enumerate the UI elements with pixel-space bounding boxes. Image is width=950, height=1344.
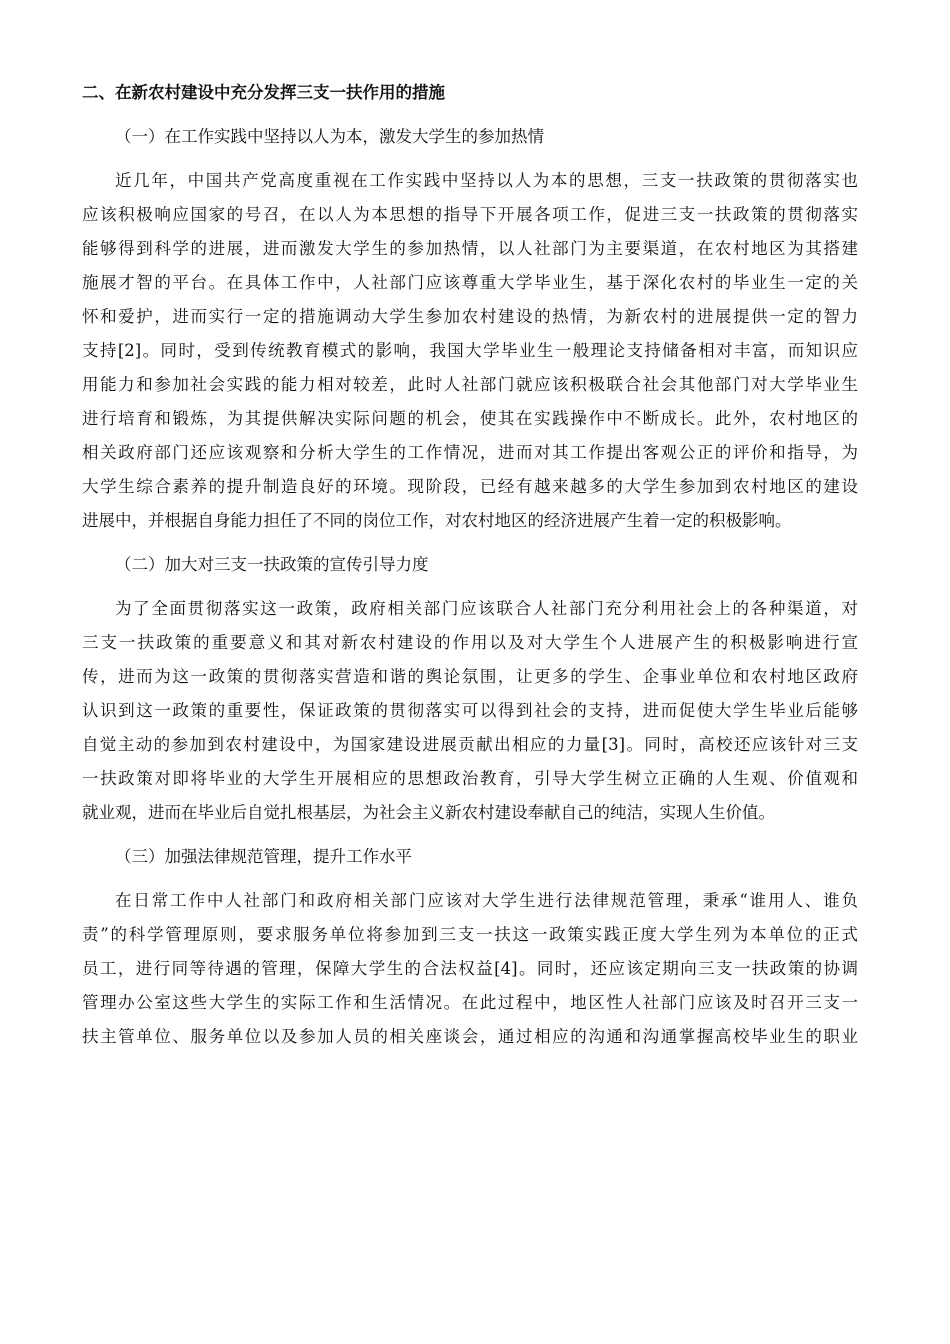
paragraph-line: 认识到这一政策的重要性，保证政策的贯彻落实可以得到社会的支持，进而促使大学生毕业后能够 [82, 701, 858, 720]
paragraph-line: 怀和爱护，进而实行一定的措施调动大学生参加农村建设的热情，为新农村的进展提供一定的智力 [82, 307, 858, 326]
paragraph-line: 支持[2]。同时，受到传统教育模式的影响，我国大学毕业生一般理论支持储备相对丰富，而知识应 [82, 341, 858, 360]
paragraph-2 [82, 592, 858, 830]
paragraph-line: 能够得到科学的进展，进而激发大学生的参加热情，以人社部门为主要渠道，在农村地区为其搭建 [82, 239, 858, 258]
paragraph-line: 在日常工作中人社部门和政府相关部门应该对大学生进行法律规范管理，秉承“谁用人、谁负 [115, 891, 858, 910]
paragraph-line: 为了全面贯彻落实这一政策，政府相关部门应该联合人社部门充分利用社会上的各种渠道，对 [115, 599, 858, 618]
paragraph-line: 进行培育和锻炼，为其提供解决实际问题的机会，使其在实践操作中不断成长。此外，农村地区的 [82, 409, 858, 428]
paragraph-line: 相关政府部门还应该观察和分析大学生的工作情况，进而对其工作提出客观公正的评价和指导，为 [82, 443, 858, 462]
paragraph-line: 管理办公室这些大学生的实际工作和生活情况。在此过程中，地区性人社部门应该及时召开三支一 [82, 993, 858, 1012]
paragraph-line: 就业观，进而在毕业后自觉扎根基层，为社会主义新农村建设奉献自己的纯洁，实现人生价值。 [82, 803, 775, 822]
paragraph-1 [82, 164, 858, 538]
paragraph-line: 责”的科学管理原则，要求服务单位将参加到三支一扶这一政策实践正度大学生列为本单位的正式 [82, 925, 858, 944]
subsection-heading-1: （一）在工作实践中坚持以人为本，激发大学生的参加热情 [115, 127, 544, 146]
paragraph-line: 员工，进行同等待遇的管理，保障大学生的合法权益[4]。同时，还应该定期向三支一扶政策的协调 [82, 959, 858, 978]
paragraph-line: 三支一扶政策的重要意义和其对新农村建设的作用以及对大学生个人进展产生的积极影响进行宣 [82, 633, 858, 652]
paragraph-line: 传，进而为这一政策的贯彻落实营造和谐的舆论氛围，让更多的学生、企事业单位和农村地区政府 [82, 667, 858, 686]
paragraph-line: 施展才智的平台。在具体工作中，人社部门应该尊重大学毕业生，基于深化农村的毕业生一定的关 [82, 273, 858, 292]
paragraph-3 [82, 884, 858, 1054]
paragraph-line: 近几年，中国共产党高度重视在工作实践中坚持以人为本的思想，三支一扶政策的贯彻落实也 [115, 171, 858, 190]
subsection-heading-3: （三）加强法律规范管理，提升工作水平 [115, 847, 412, 866]
paragraph-line: 用能力和参加社会实践的能力相对较差，此时人社部门就应该积极联合社会其他部门对大学毕业生 [82, 375, 858, 394]
paragraph-line: 进展中，并根据自身能力担任了不同的岗位工作，对农村地区的经济进展产生着一定的积极影响。 [82, 511, 792, 530]
section-heading: 二、在新农村建设中充分发挥三支一扶作用的措施 [82, 83, 445, 102]
paragraph-line: 应该积极响应国家的号召，在以人为本思想的指导下开展各项工作，促进三支一扶政策的贯彻落实 [82, 205, 858, 224]
paragraph-line: 扶主管单位、服务单位以及参加人员的相关座谈会，通过相应的沟通和沟通掌握高校毕业生的职业 [82, 1027, 858, 1046]
paragraph-line: 大学生综合素养的提升制造良好的环境。现阶段，已经有越来越多的大学生参加到农村地区的建设 [82, 477, 858, 496]
document-page [82, 76, 858, 1064]
paragraph-line: 一扶政策对即将毕业的大学生开展相应的思想政治教育，引导大学生树立正确的人生观、价值观和 [82, 769, 858, 788]
subsection-heading-2: （二）加大对三支一扶政策的宣传引导力度 [115, 555, 429, 574]
paragraph-line: 自觉主动的参加到农村建设中，为国家建设进展贡献出相应的力量[3]。同时，高校还应该针对三支 [82, 735, 858, 754]
